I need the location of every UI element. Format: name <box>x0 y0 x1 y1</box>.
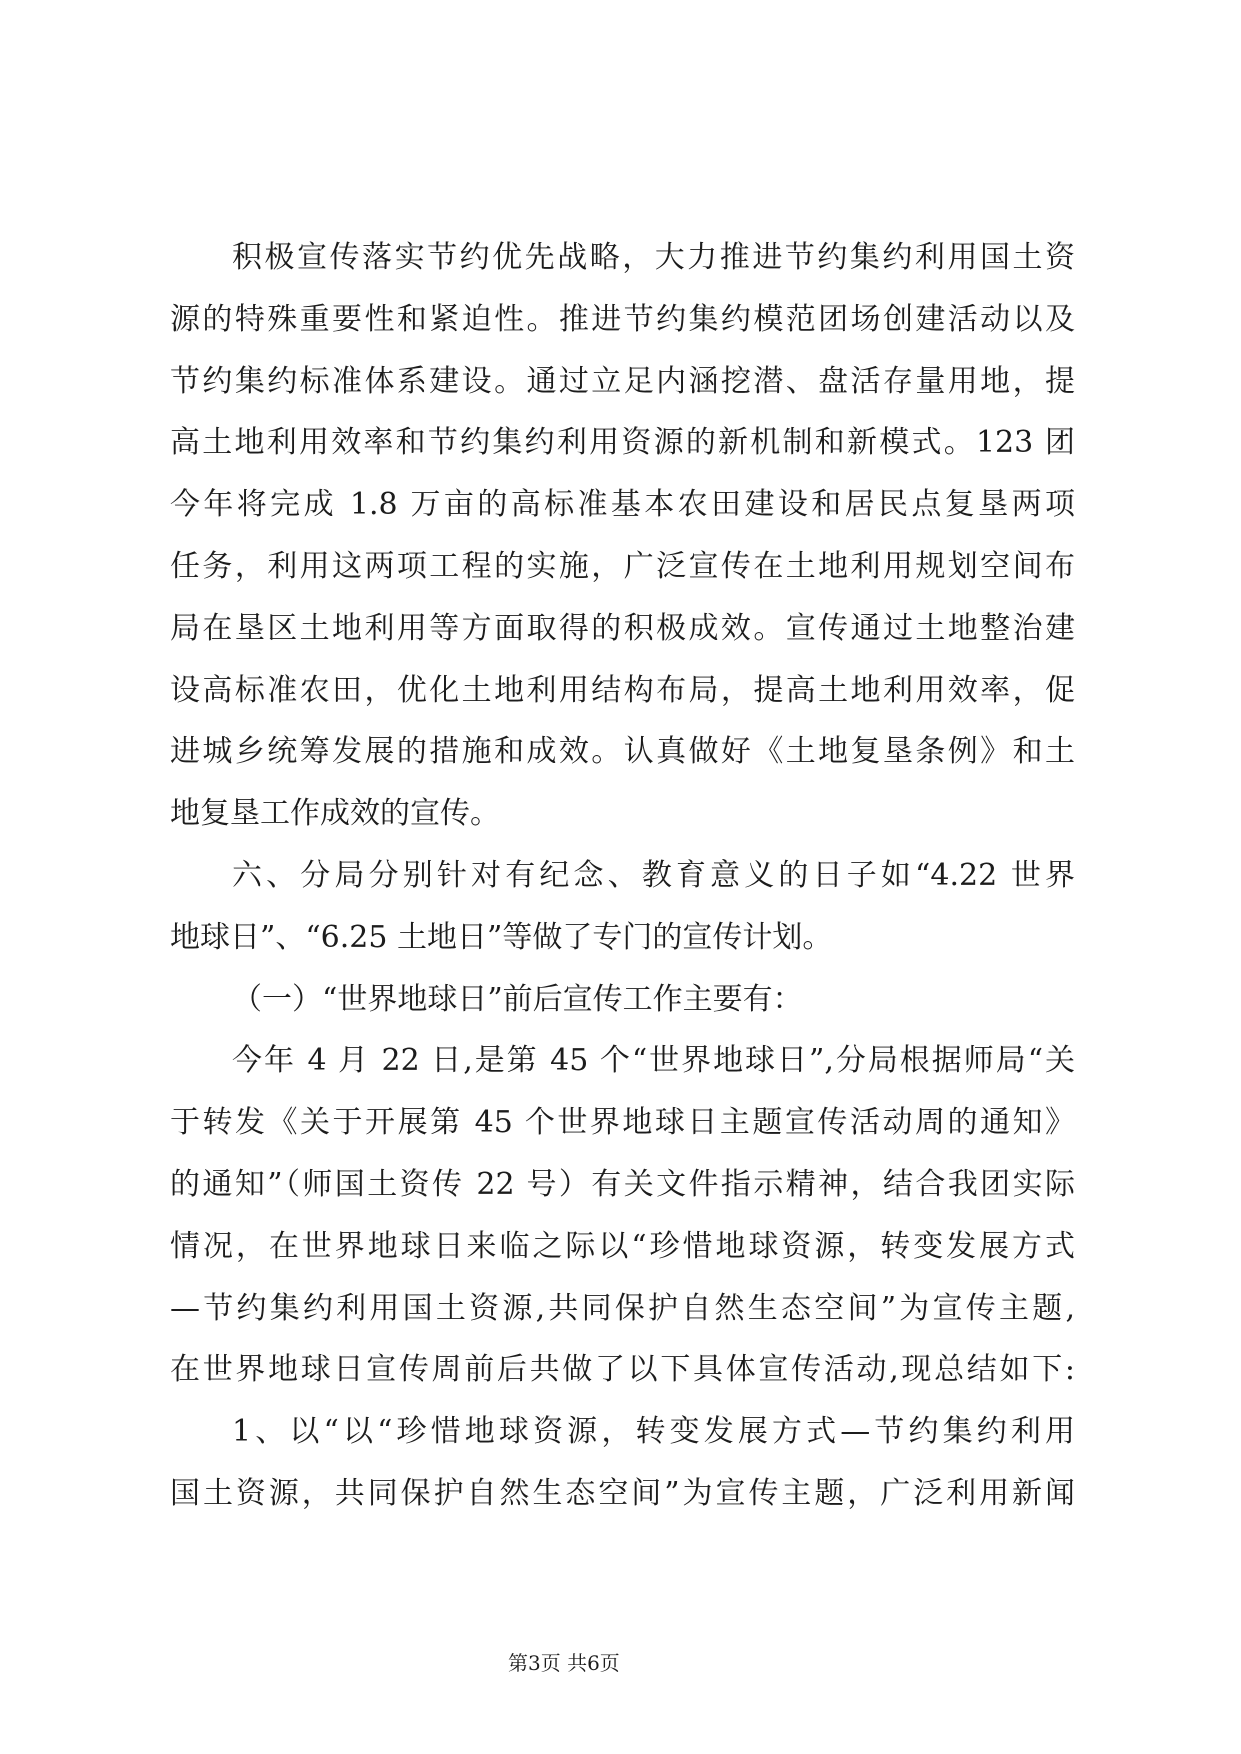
text-line: 局在垦区土地利用等方面取得的积极成效。宣传通过土地整治建 <box>170 610 1075 646</box>
text-line: 今年 4 月 22 日,是第 45 个“世界地球日”,分局根据师局“关 <box>232 1043 1075 1079</box>
text-line: 节约集约标准体系建设。通过立足内涵挖潜、盘活存量用地，提 <box>170 363 1075 399</box>
text-line: 设高标准农田，优化土地利用结构布局，提高土地利用效率，促 <box>170 672 1075 708</box>
paragraph <box>170 1030 1075 1401</box>
text-line: 六、分局分别针对有纪念、教育意义的日子如“4.22 世界 <box>232 857 1075 893</box>
text-line: —节约集约利用国土资源,共同保护自然生态空间”为宣传主题, <box>170 1290 1075 1326</box>
paragraph <box>170 1401 1075 1525</box>
page-number-footer: 第3页 共6页 <box>508 1651 620 1675</box>
text-line: 任务，利用这两项工程的实施，广泛宣传在土地利用规划空间布 <box>170 548 1075 584</box>
text-line: 情况，在世界地球日来临之际以“珍惜地球资源，转变发展方式 <box>170 1228 1075 1264</box>
text-line: 今年将完成 1.8 万亩的高标准基本农田建设和居民点复垦两项 <box>170 487 1075 523</box>
text-line: 国土资源，共同保护自然生态空间”为宣传主题，广泛利用新闻 <box>170 1475 1075 1511</box>
text-line: 积极宣传落实节约优先战略，大力推进节约集约利用国土资 <box>232 240 1075 275</box>
text-line: 高土地利用效率和节约集约利用资源的新机制和新模式。123 团 <box>170 425 1075 461</box>
text-line: 地球日”、“6.25 土地日”等做了专门的宣传计划。 <box>170 919 833 955</box>
text-line: 地复垦工作成效的宣传。 <box>170 796 500 832</box>
text-line: 进城乡统筹发展的措施和成效。认真做好《土地复垦条例》和土 <box>170 734 1075 770</box>
paragraph <box>170 845 1075 969</box>
text-line: 于转发《关于开展第 45 个世界地球日主题宣传活动周的通知》 <box>170 1105 1075 1141</box>
section-heading <box>170 969 1075 1031</box>
document-body <box>170 227 1075 1525</box>
text-line: 的通知”（师国土资传 22 号）有关文件指示精神，结合我团实际 <box>170 1166 1075 1202</box>
text-line: 源的特殊重要性和紧迫性。推进节约集约模范团场创建活动以及 <box>170 301 1075 337</box>
paragraph <box>170 227 1075 845</box>
text-line: 在世界地球日宣传周前后共做了以下具体宣传活动,现总结如下: <box>170 1352 1075 1388</box>
text-line: （一）“世界地球日”前后宣传工作主要有： <box>232 981 803 1017</box>
text-line: 1、以“以“珍惜地球资源，转变发展方式—节约集约利用 <box>232 1414 1075 1450</box>
